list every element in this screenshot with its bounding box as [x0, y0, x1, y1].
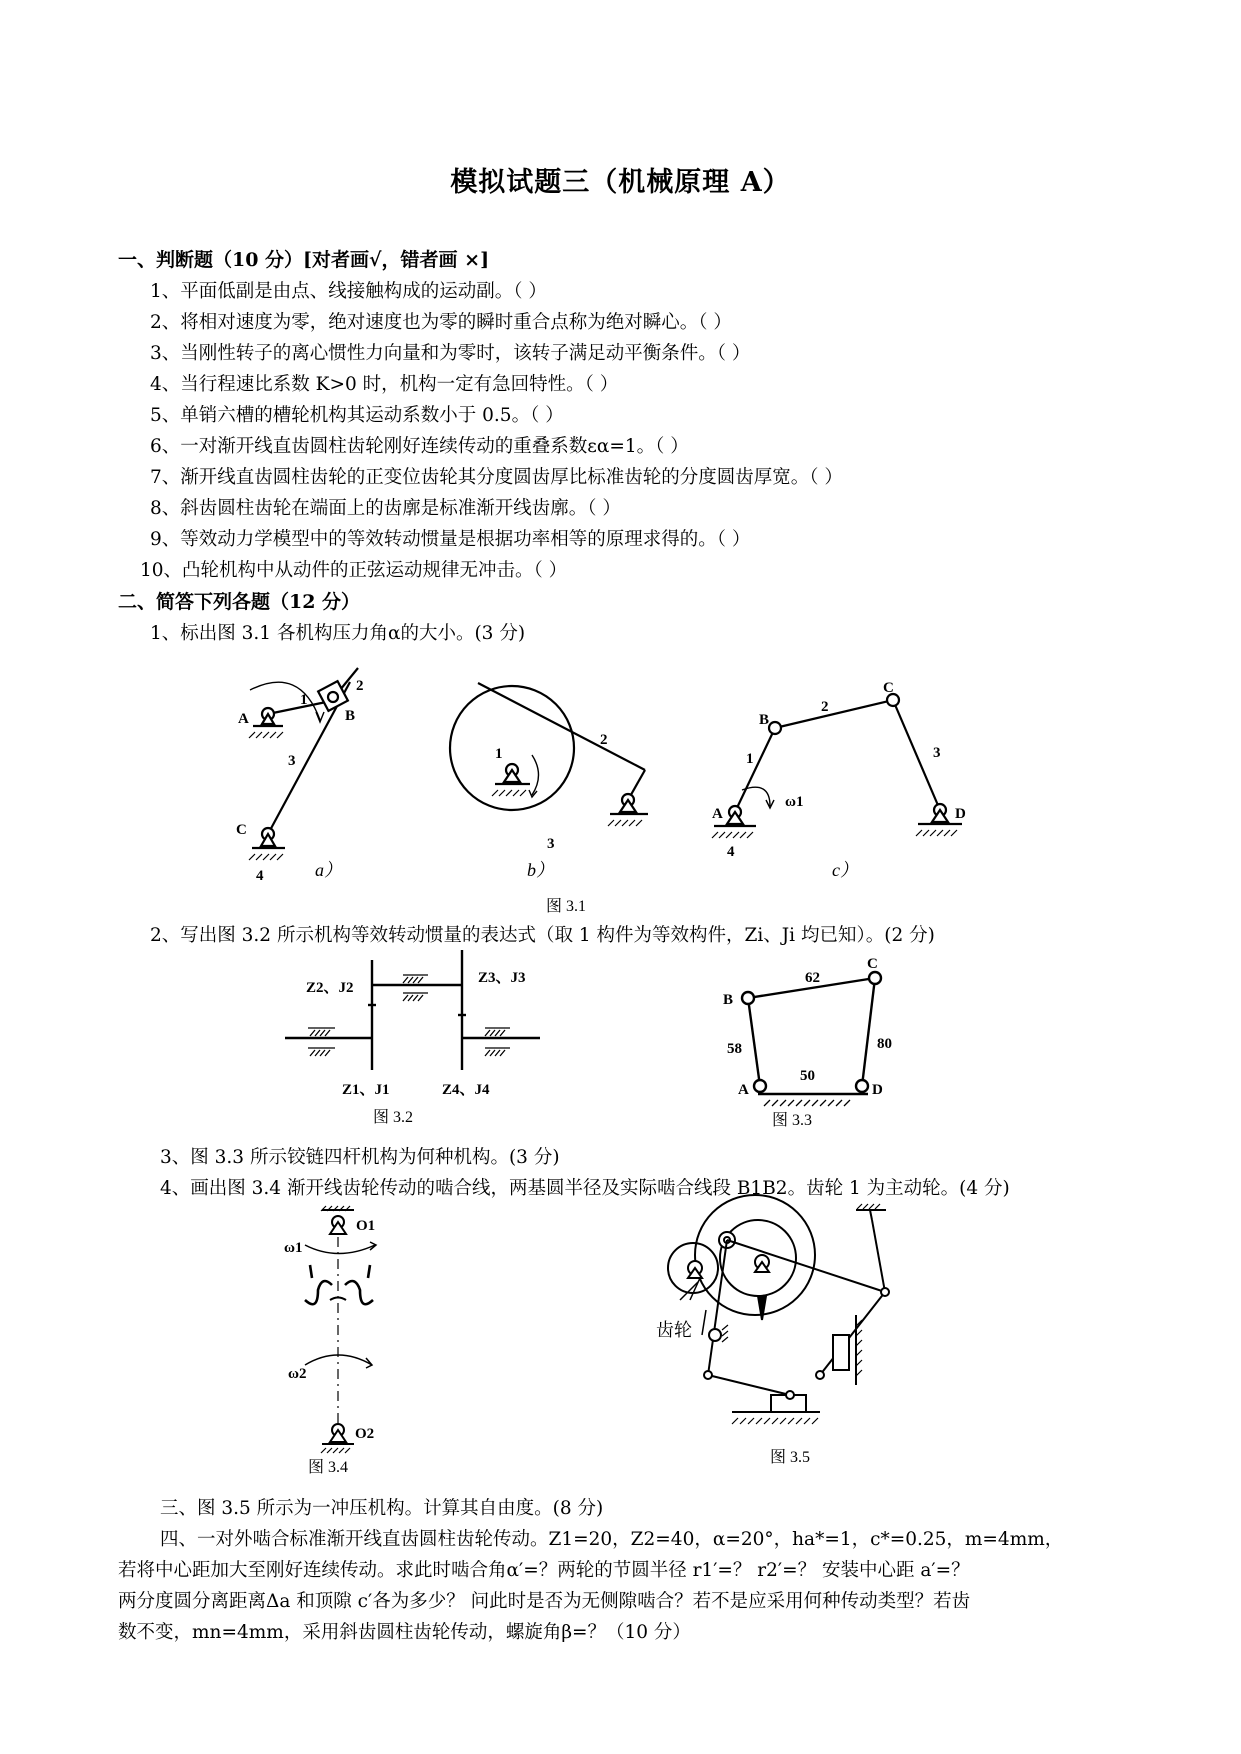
fig31a-label-C: C — [236, 822, 247, 838]
fig31-sub-a: a） — [315, 860, 342, 880]
fig34-label-O1: O1 — [356, 1218, 376, 1234]
fig31a-label-2: 2 — [356, 678, 364, 694]
section3-text: 三、图 3.5 所示为一冲压机构。计算其自由度。(8 分) — [160, 1498, 604, 1519]
fig34-caption: 图 3.4 — [308, 1459, 349, 1476]
fig31-sub-b: b） — [527, 860, 554, 880]
short-q4: 4、画出图 3.4 渐开线齿轮传动的啮合线，两基圆半径及实际啮合线段 B1B2。齿轮 1 为主动轮。(4 分) — [160, 1178, 1010, 1199]
short-q1: 1、标出图 3.1 各机构压力角α的大小。(3 分) — [150, 623, 526, 644]
fig33-label-D: D — [872, 1082, 883, 1098]
fig33-caption: 图 3.3 — [772, 1112, 813, 1129]
fig33-label-B: B — [723, 992, 734, 1008]
fig31b-label-1: 1 — [495, 746, 503, 762]
fig31c-label-4: 4 — [727, 844, 735, 860]
section2-heading: 二、简答下列各题（12 分） — [118, 591, 361, 613]
section4-line-4: 数不变，mn=4mm，采用斜齿圆柱齿轮传动，螺旋角β=？（10 分） — [118, 1622, 691, 1643]
section4-line-3: 两分度圆分离距离Δa 和顶隙 c′各为多少？ 问此时是否为无侧隙啮合？若不是应采用何种传动类型？若齿 — [118, 1591, 971, 1612]
fig31a-label-3: 3 — [288, 753, 296, 769]
fig35-caption: 图 3.5 — [770, 1449, 811, 1466]
fig33-label-80: 80 — [877, 1036, 892, 1052]
fig31c-label-2: 2 — [821, 699, 829, 715]
judge-item-2: 2、将相对速度为零，绝对速度也为零的瞬时重合点称为绝对瞬心。（ ） — [150, 312, 732, 333]
fig33-label-50: 50 — [800, 1068, 815, 1084]
judge-item-4: 4、当行程速比系数 K>0 时，机构一定有急回特性。（ ） — [150, 374, 619, 395]
fig33-label-62: 62 — [805, 970, 820, 986]
fig31-sub-c: c） — [832, 860, 858, 880]
fig31c-label-1: 1 — [746, 751, 754, 767]
fig32-caption: 图 3.2 — [373, 1109, 414, 1126]
judge-item-10: 10、凸轮机构中从动件的正弦运动规律无冲击。（ ） — [140, 560, 568, 581]
fig32-label-z3j3: Z3、J3 — [478, 970, 526, 986]
page-title: 模拟试题三（机械原理 A） — [450, 167, 791, 198]
fig31a-label-1: 1 — [300, 692, 308, 708]
fig31c-label-B: B — [759, 712, 770, 728]
fig31c-label-D: D — [955, 806, 966, 822]
short-q2: 2、写出图 3.2 所示机构等效转动惯量的表达式（取 1 构件为等效构件，Zi、Ji 均已知）。(2 分) — [150, 925, 935, 946]
fig31c-label-3: 3 — [933, 745, 941, 761]
judge-item-3: 3、当刚性转子的离心惯性力向量和为零时，该转子满足动平衡条件。（ ） — [150, 343, 751, 364]
fig32-label-z1j1: Z1、J1 — [342, 1082, 390, 1098]
fig33-label-58: 58 — [727, 1041, 742, 1057]
section4-line-2: 若将中心距加大至刚好连续传动。求此时啮合角α′=？两轮的节圆半径 r1′=？ r2′=？ 安装中心距 a′=？ — [118, 1560, 970, 1581]
fig32-label-z2j2: Z2、J2 — [306, 980, 354, 996]
judge-item-9: 9、等效动力学模型中的等效转动惯量是根据功率相等的原理求得的。（ ） — [150, 529, 751, 550]
section4-line-1: 四、一对外啮合标准渐开线直齿圆柱齿轮传动。Z1=20，Z2=40，α=20°，ha*=1，c*=0.25，m=4mm， — [160, 1529, 1064, 1550]
fig35-label-gear: 齿轮 — [656, 1320, 692, 1341]
fig33-label-A: A — [738, 1082, 749, 1098]
fig34-label-omega1: ω1 — [284, 1240, 303, 1256]
fig31a-label-A: A — [238, 711, 249, 727]
fig31b-label-2: 2 — [600, 732, 608, 748]
fig31a-label-4: 4 — [256, 868, 264, 884]
judge-item-1: 1、平面低副是由点、线接触构成的运动副。（ ） — [150, 281, 547, 302]
fig33-label-C: C — [867, 956, 878, 972]
judge-item-8: 8、斜齿圆柱齿轮在端面上的齿廓是标准渐开线齿廓。（ ） — [150, 498, 621, 519]
fig31c-label-C: C — [883, 680, 894, 696]
fig31a-label-B: B — [345, 708, 356, 724]
judge-item-5: 5、单销六槽的槽轮机构其运动系数小于 0.5。（ ） — [150, 405, 564, 426]
fig31c-label-omega1: ω1 — [785, 794, 804, 810]
fig31c-label-A: A — [712, 806, 723, 822]
fig31b-label-3: 3 — [547, 836, 555, 852]
short-q3: 3、图 3.3 所示铰链四杆机构为何种机构。(3 分) — [160, 1147, 560, 1168]
section1-heading: 一、判断题（10 分）[对者画√，错者画 ×] — [118, 249, 490, 271]
judge-item-6: 6、一对渐开线直齿圆柱齿轮刚好连续传动的重叠系数εα=1。（ ） — [150, 436, 689, 457]
fig32-label-z4j4: Z4、J4 — [442, 1082, 490, 1098]
fig34-label-omega2: ω2 — [288, 1366, 307, 1382]
judge-item-7: 7、渐开线直齿圆柱齿轮的正变位齿轮其分度圆齿厚比标准齿轮的分度圆齿厚宽。（ ） — [150, 467, 843, 488]
fig31-caption: 图 3.1 — [546, 898, 587, 915]
fig34-label-O2: O2 — [355, 1426, 375, 1442]
